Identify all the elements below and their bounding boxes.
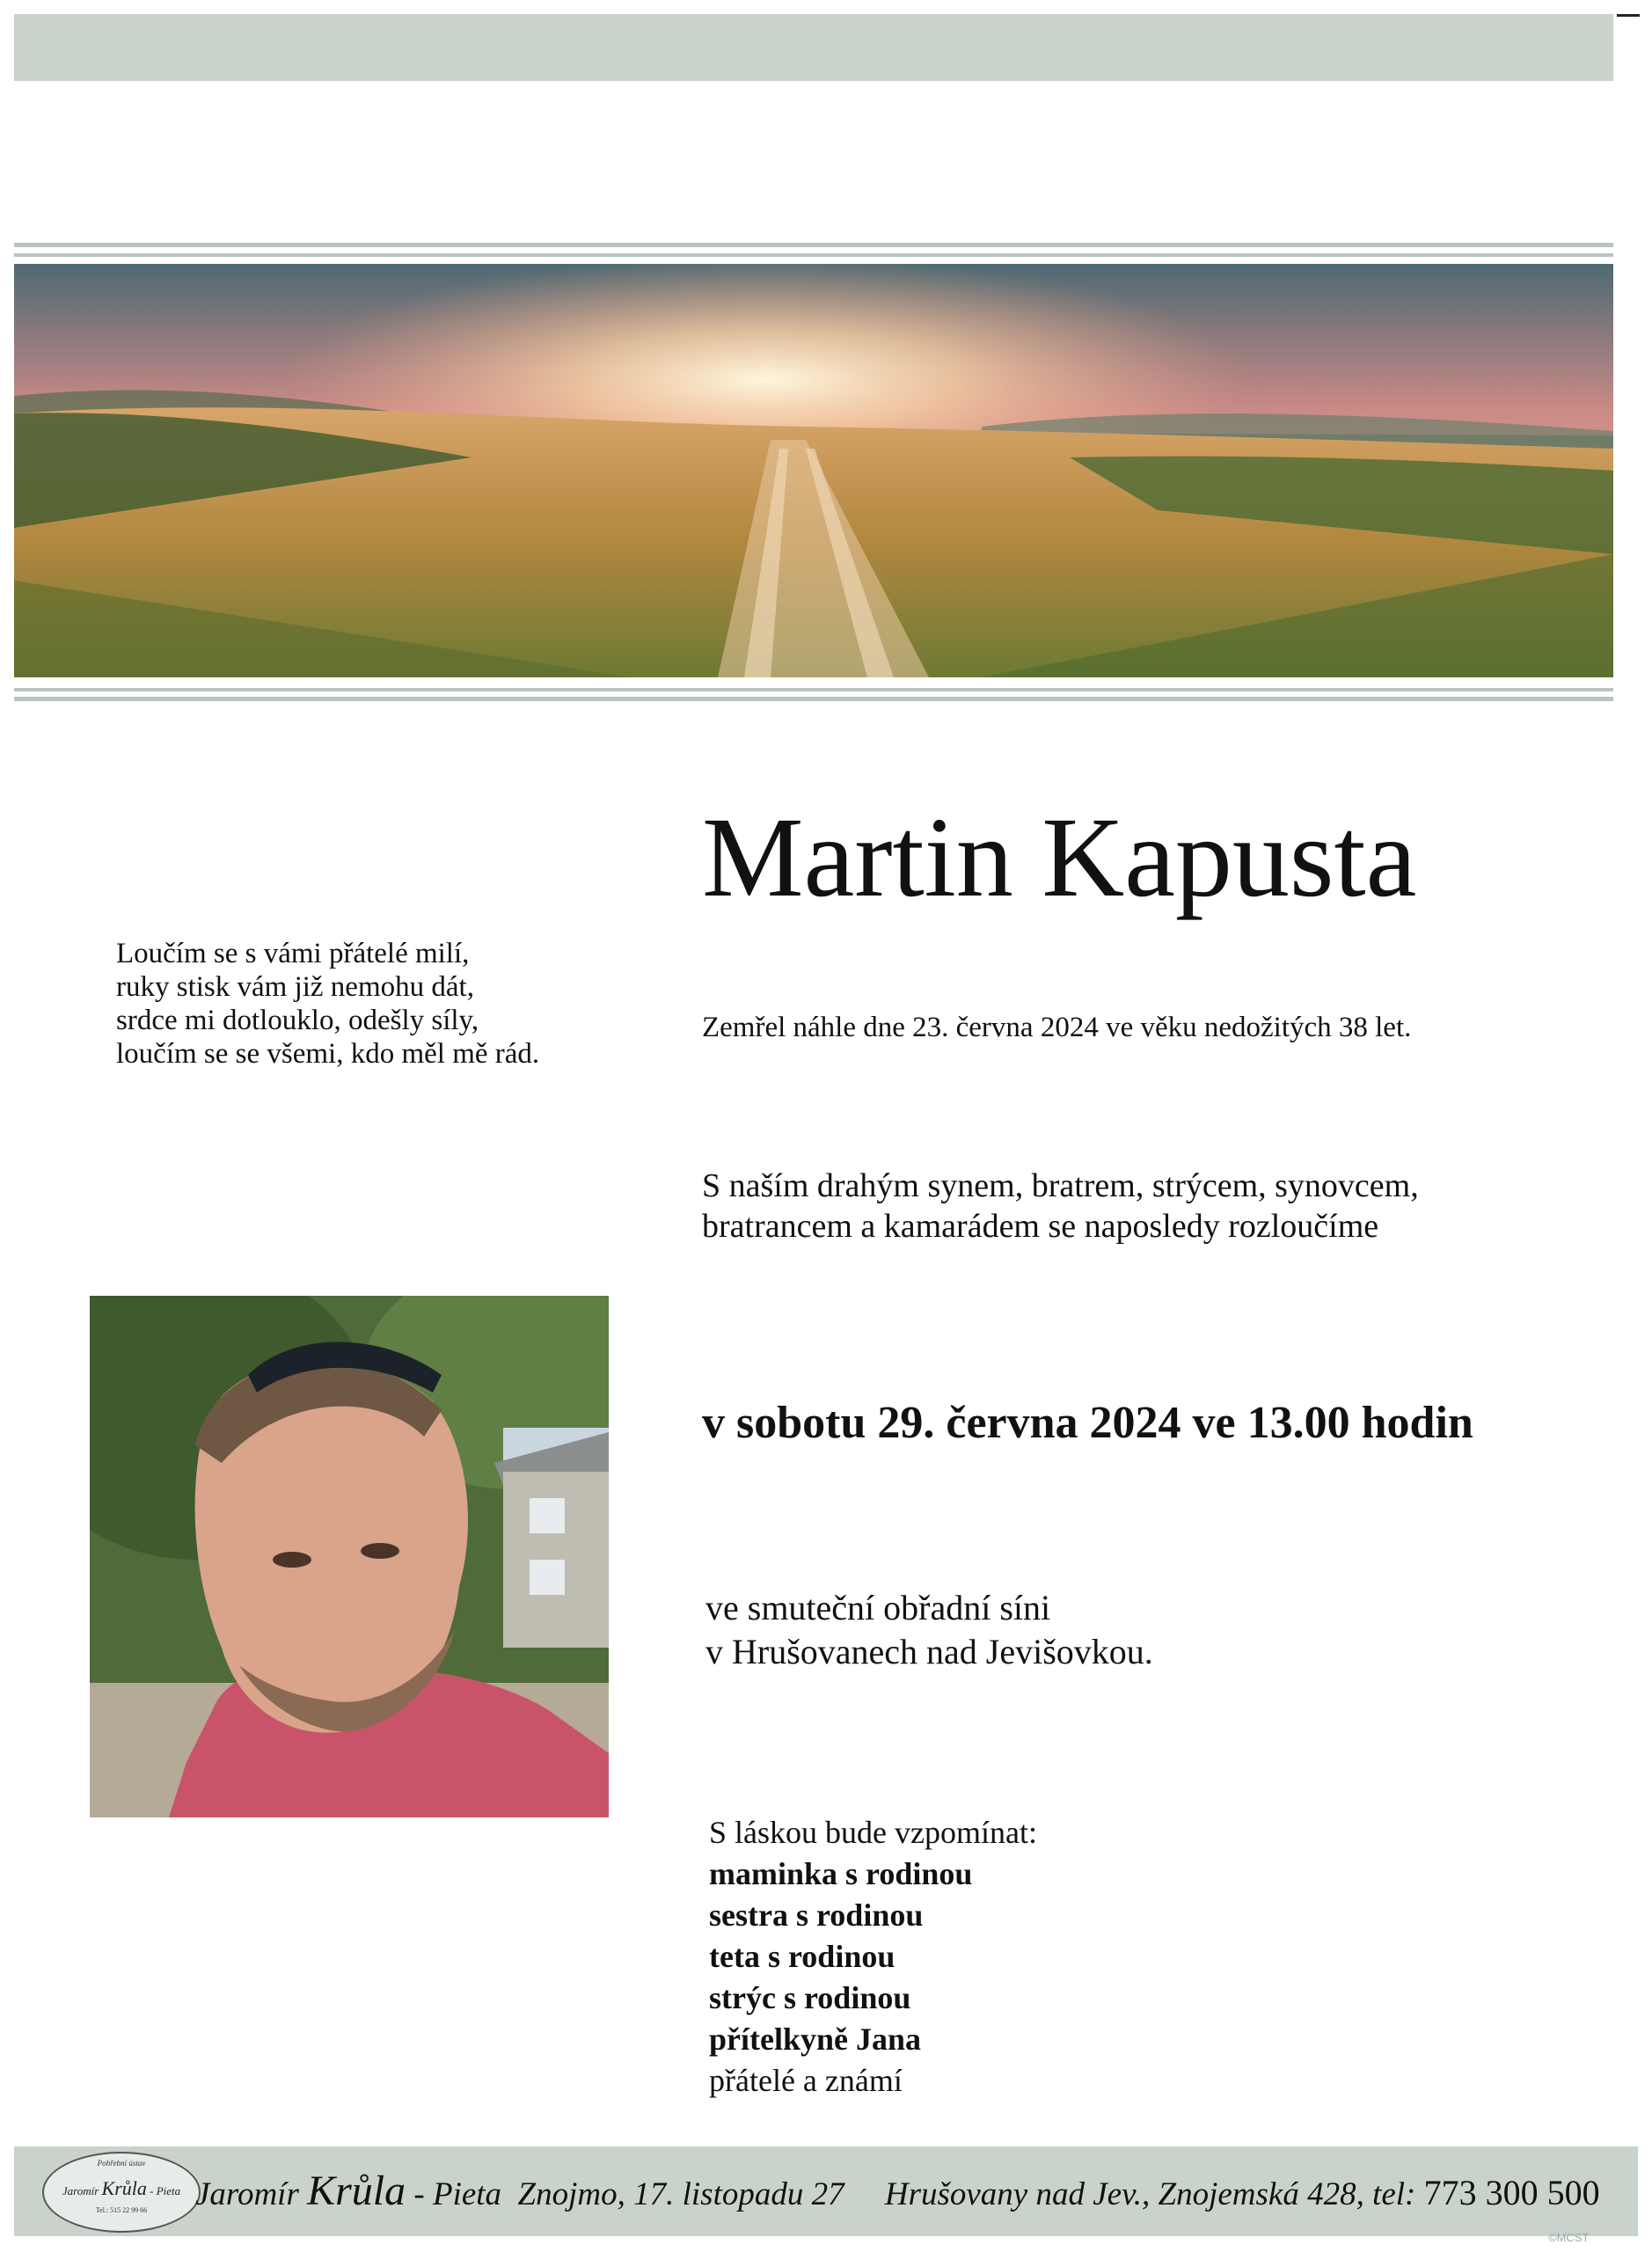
seal-suffix: - Pieta bbox=[150, 2184, 181, 2197]
funeral-home-seal bbox=[42, 2152, 201, 2233]
banner-rule-bottom-1 bbox=[14, 688, 1613, 691]
poem-line: srdce mi dotlouklo, odešly síly, bbox=[116, 1005, 479, 1036]
seal-line bbox=[44, 2177, 199, 2200]
mourner: teta s rodinou bbox=[709, 1939, 895, 1974]
mourners-list bbox=[709, 1812, 1037, 2102]
portrait-photo bbox=[90, 1296, 609, 1817]
seal-line: Tel.: 515 22 99 66 bbox=[95, 2206, 148, 2214]
mourner: maminka s rodinou bbox=[709, 1856, 973, 1891]
mourner: sestra s rodinou bbox=[709, 1897, 924, 1933]
seal-brand: Krůla bbox=[101, 2177, 147, 2199]
place-line: ve smuteční obřadní síni bbox=[705, 1588, 1051, 1627]
poem-line: loučím se se všemi, kdo měl mě rád. bbox=[116, 1038, 540, 1070]
farewell-line: S naším drahým synem, bratrem, strýcem, synovcem, bbox=[702, 1167, 1419, 1204]
poem-line: Loučím se s vámi přátelé milí, bbox=[116, 938, 470, 969]
death-notice: Zemřel náhle dne 23. června 2024 ve věku nedožitých 38 let. bbox=[702, 1012, 1412, 1043]
banner-rule-bottom-2 bbox=[14, 697, 1613, 701]
mourners-intro: S láskou bude vzpomínat: bbox=[709, 1815, 1037, 1850]
banner-rule-top-2 bbox=[14, 253, 1613, 257]
copyright-mark: ©MCST bbox=[1548, 2231, 1590, 2244]
landscape-banner bbox=[14, 264, 1613, 677]
top-decor-band bbox=[14, 14, 1613, 81]
footer-prefix: Jaromír bbox=[195, 2176, 299, 2212]
footer-brand: Krůla bbox=[307, 2168, 406, 2214]
banner-rule-top-1 bbox=[14, 243, 1613, 247]
funeral-home-contact bbox=[195, 2167, 1600, 2215]
mourner: přítelkyně Jana bbox=[709, 2022, 922, 2057]
farewell-line: bratrancem a kamarádem se naposledy rozloučíme bbox=[702, 1208, 1379, 1245]
sunset-field-image bbox=[14, 264, 1613, 677]
ceremony-place bbox=[705, 1586, 1153, 1674]
farewell-announcement bbox=[702, 1166, 1419, 1247]
seal-line: Pohřební ústav bbox=[97, 2159, 146, 2168]
poem-line: ruky stisk vám již nemohu dát, bbox=[116, 971, 474, 1003]
mourner: strýc s rodinou bbox=[709, 1980, 911, 2015]
farewell-poem bbox=[116, 937, 539, 1071]
seal-prefix: Jaromír bbox=[62, 2184, 99, 2197]
footer-phone: 773 300 500 bbox=[1423, 2173, 1600, 2212]
place-line: v Hrušovanech nad Jevišovkou. bbox=[705, 1632, 1153, 1671]
deceased-name: Martin Kapusta bbox=[702, 794, 1417, 921]
corner-mark bbox=[1617, 14, 1640, 17]
mourner: přátelé a známí bbox=[709, 2063, 903, 2098]
ceremony-date: v sobotu 29. června 2024 ve 13.00 hodin bbox=[702, 1398, 1473, 1448]
footer-address: - Pieta Znojmo, 17. listopadu 27 Hrušovany nad Jev., Znojemská 428, tel: bbox=[413, 2176, 1416, 2212]
portrait-image bbox=[90, 1296, 609, 1817]
